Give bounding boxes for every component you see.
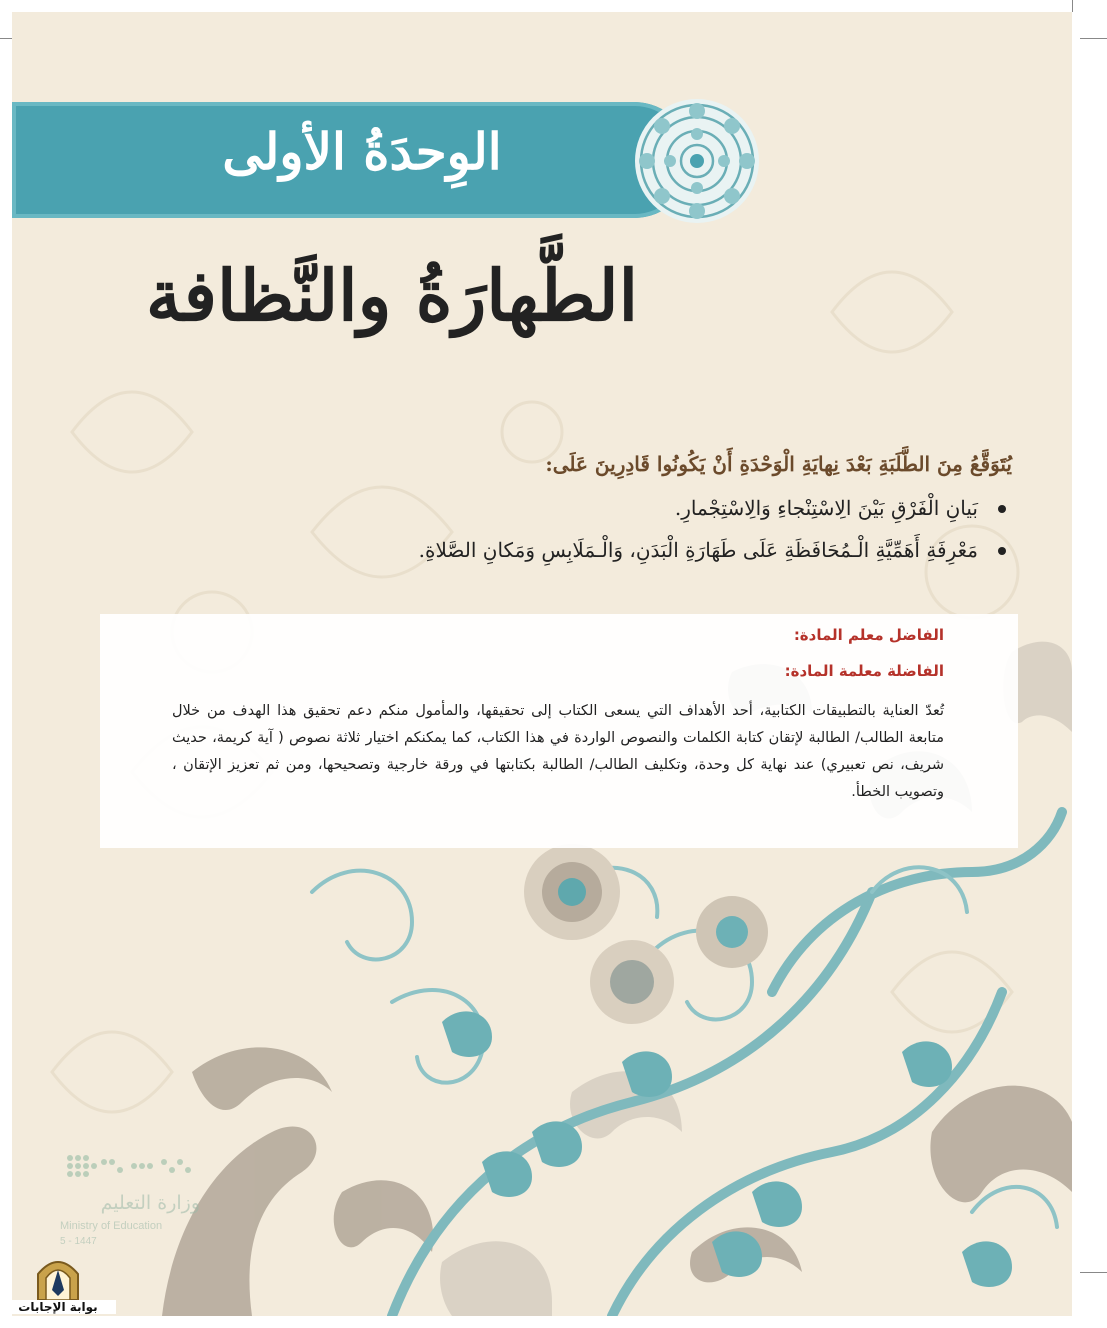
objective-text: بَيانِ الْفَرْقِ بَيْنَ الِاسْتِنْجاءِ وَالِاسْتِجْمارِ. — [674, 496, 978, 520]
bullet-icon — [998, 547, 1006, 555]
objectives-intro: يُتَوَقَّعُ مِنَ الطَّلَبَةِ بَعْدَ نِهايَةِ الْوَحْدَةِ أَنْ يَكُونُوا قَادِرِينَ عَلَى: — [545, 452, 1012, 476]
ministry-name-english: Ministry of Education — [60, 1220, 163, 1232]
crop-mark — [1080, 38, 1107, 39]
ministry-logo-icon — [64, 1152, 204, 1188]
salutation-male-teacher: الفاضل معلم المادة: — [793, 626, 944, 644]
objective-item — [272, 496, 1012, 520]
unit-title: الوِحدَةُ الأولى — [222, 122, 502, 181]
teacher-note-body: تُعدّ العناية بالتطبيقات الكتابية، أحد الأهداف التي يسعى الكتاب إلى تحقيقها، والمأمول منكم دعم تحقيق هذا الهدف من خلال متابعة الطالب/ الطالبة لإتقان كتابة الكلمات والنصوص الواردة في هذا الكتاب، كما يمكنكم اختيار ثلاثة نصوص ( آية كريمة، حديث شريف، نص تعبيري) عند نهاية كل وحدة، وتكليف الطالب/ الطالبة بكتابتها في ورقة خارجية وتصحيحها، ومن ثم تعزيز الإتقان ، وتصويب الخطأ. — [172, 703, 944, 800]
answers-portal-logo-icon — [30, 1256, 86, 1302]
bullet-icon — [998, 505, 1006, 513]
ministry-name-arabic: وزارة التعليم — [100, 1192, 200, 1214]
crop-mark — [1080, 1272, 1107, 1273]
answers-portal-label: بوابة الإجابات — [0, 1300, 116, 1314]
learning-objectives — [272, 452, 1012, 580]
rosette-ornament-icon — [632, 96, 762, 226]
objective-item — [272, 538, 1012, 562]
lesson-title: الطَّهارَةُ والنَّظافة — [145, 254, 639, 337]
objective-text: مَعْرِفَةِ أَهَمِّيَّةِ الْـمُحَافَظَةِ عَلَى طَهَارَةِ الْبَدَنِ، وَالْـمَلَابِسِ وَمَكانِ الصَّلاةِ. — [418, 538, 978, 562]
objectives-list — [272, 496, 1012, 562]
teacher-note-box — [100, 614, 1018, 848]
ministry-year: 5 - 1447 — [60, 1236, 97, 1247]
book-page — [12, 12, 1072, 1316]
salutation-female-teacher: الفاضلة معلمة المادة: — [784, 662, 944, 680]
crop-mark — [1072, 0, 1073, 12]
